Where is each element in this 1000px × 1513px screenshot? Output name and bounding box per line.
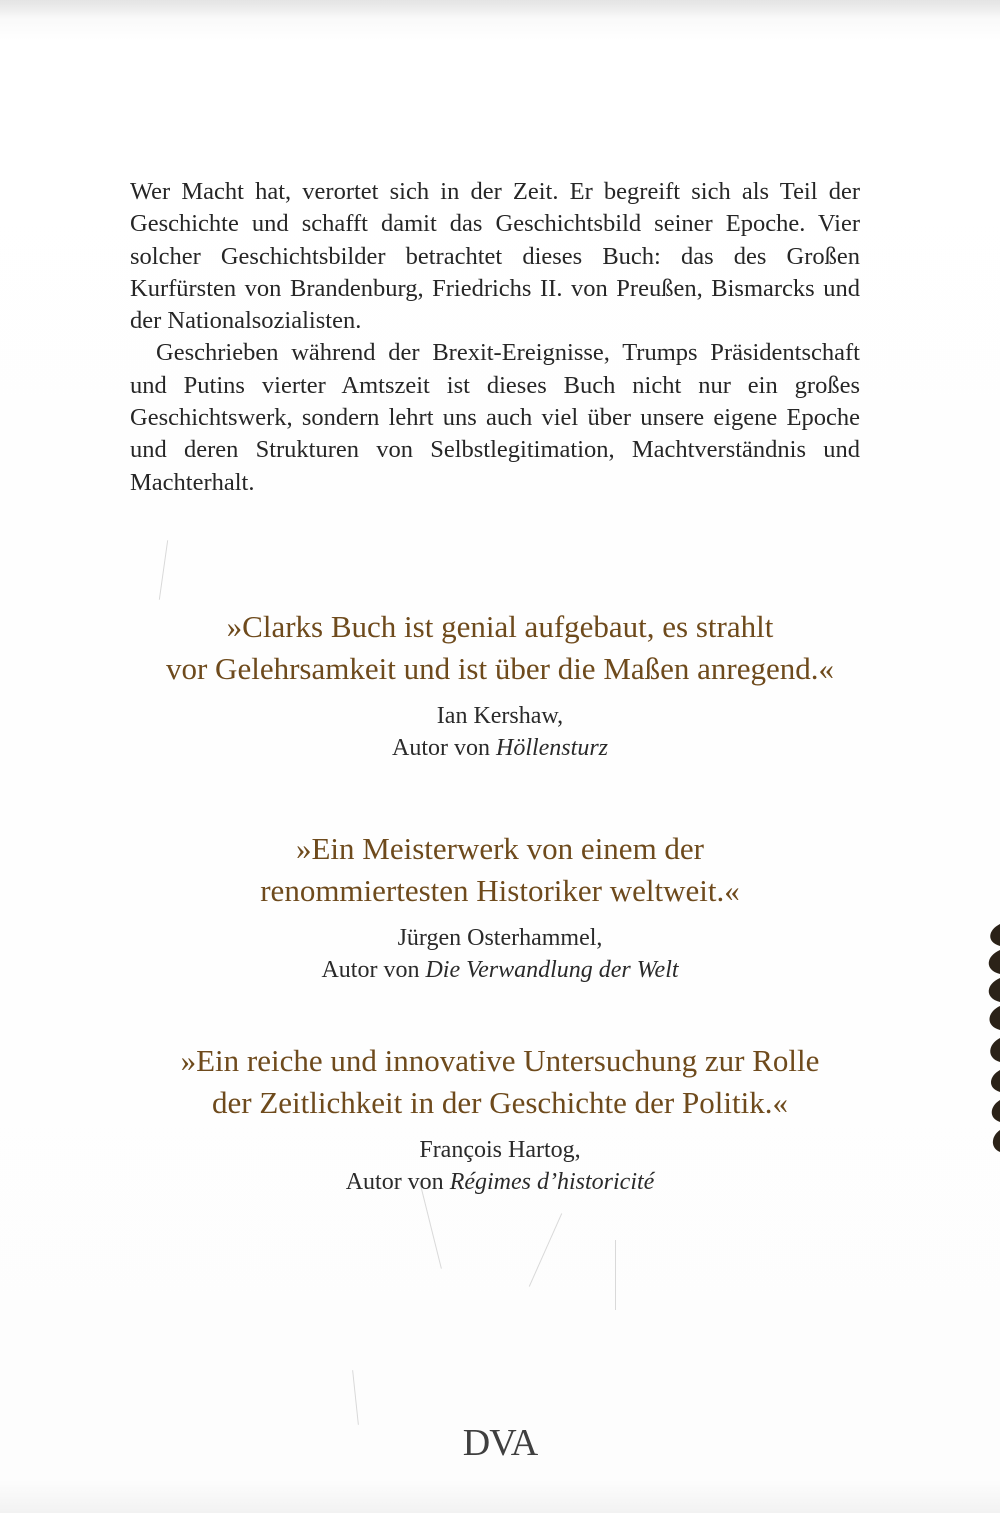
quote-text [100, 1040, 900, 1124]
quote-source-prefix: Autor von [391, 735, 490, 761]
surface-scratch [529, 1213, 562, 1286]
review-quote-kershaw [100, 606, 900, 764]
blurb-text [130, 176, 860, 499]
quote-source-prefix: Autor von [321, 957, 420, 983]
quote-text [100, 828, 900, 912]
quote-line-1: »Ein reiche und innovative Untersuchung zur Rolle [180, 1043, 820, 1078]
quote-source [100, 732, 900, 764]
blurb-paragraph-1: Wer Macht hat, verortet sich in der Zeit. Er begreift sich als Teil der Geschichte und schafft damit das Geschichtsbild seiner Epoche. Vier solcher Geschichtsbilder betrachtet dieses Buch: das des Großen Kurfürsten von Brandenburg, Friedrichs II. von Preußen, Bismarcks und der Nationalsozialisten. [130, 178, 860, 335]
surface-scratch [352, 1370, 359, 1425]
surface-scratch [615, 1240, 616, 1310]
quote-source [100, 1166, 900, 1198]
spine-ornament-icon [972, 920, 1000, 1160]
quote-line-2: renommiertesten Historiker weltweit.« [260, 873, 740, 908]
quote-author: Ian Kershaw, [436, 703, 564, 729]
review-quote-osterhammel [100, 828, 900, 986]
quote-text [100, 606, 900, 690]
blurb-paragraph-2: Geschrieben während der Brexit-Ereignisse, Trumps Präsidentschaft und Putins vierter Amtszeit ist dieses Buch nicht nur ein großes Geschichtswerk, sondern lehrt uns auch viel über unsere eigene Epoche und deren Strukturen von Selbstlegitimation, Machtverständnis und Machterhalt. [130, 339, 860, 496]
quote-line-2: vor Gelehrsamkeit und ist über die Maßen anregend.« [165, 651, 834, 686]
quote-source-title: Régimes d’historicité [449, 1169, 655, 1195]
quote-source [100, 954, 900, 986]
cover-top-edge [0, 0, 1000, 18]
review-quote-hartog [100, 1040, 900, 1198]
quote-line-1: »Ein Meisterwerk von einem der [295, 831, 705, 866]
quote-source-title: Höllensturz [495, 735, 608, 761]
quote-line-1: »Clarks Buch ist genial aufgebaut, es strahlt [226, 609, 774, 644]
quote-source-title: Die Verwandlung der Welt [425, 957, 679, 983]
surface-scratch [159, 540, 168, 600]
quote-author: François Hartog, [419, 1137, 581, 1163]
quote-author: Jürgen Osterhammel, [397, 925, 603, 951]
quote-source-prefix: Autor von [345, 1169, 444, 1195]
quote-line-2: der Zeitlichkeit in der Geschichte der Politik.« [212, 1085, 788, 1120]
publisher-logo: DVA [462, 1422, 538, 1464]
